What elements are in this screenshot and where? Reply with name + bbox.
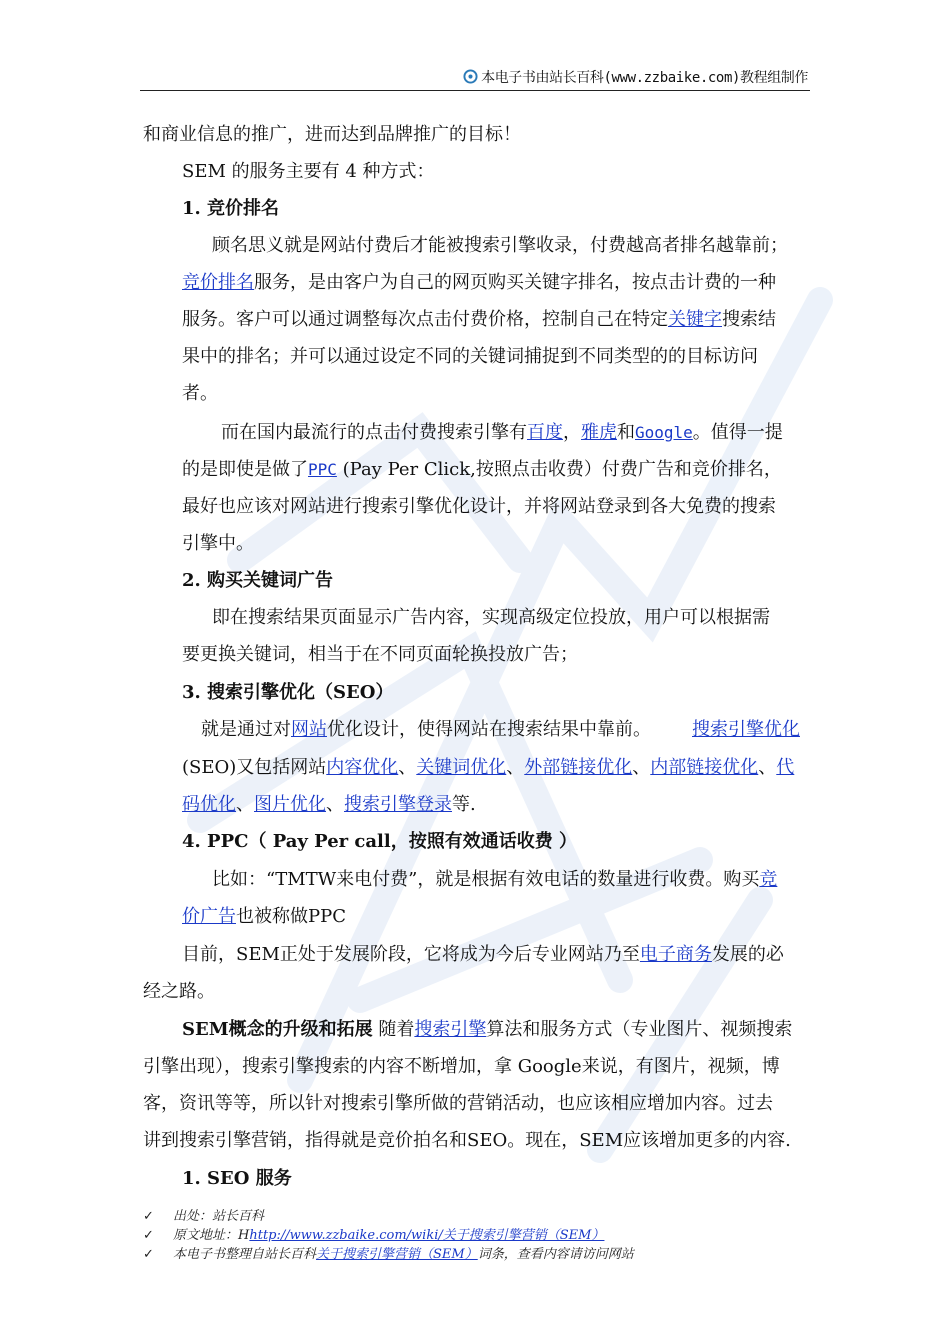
section-heading-2: 2. 购买关键词广告 [182,570,334,591]
external-link-optimization-link[interactable]: 外部链接优化 [524,757,633,778]
text-line: 价广告也被称做PPC [182,906,346,927]
source-url-link[interactable]: http://www.zzbaike.com/wiki/关于搜索引擎营销（SEM） [249,1228,605,1243]
text-line: 和商业信息的推广，进而达到品牌推广的目标！ [143,124,521,145]
text-line: 即在搜索结果页面显示广告内容，实现高级定位投放，用户可以根据需 [212,607,770,628]
text-line: 顾名思义就是网站付费后才能被搜索引擎收录，付费越高者排名越靠前； [212,235,788,256]
content-optimization-link[interactable]: 内容优化 [326,757,399,778]
google-link[interactable]: Google [635,423,693,442]
site-logo-icon [463,69,478,84]
code-optimization-link-cont[interactable]: 码优化 [182,794,236,815]
section-heading-5: 1. SEO 服务 [182,1168,292,1189]
text-line: 经之路。 [143,981,215,1002]
text-line: 要更换关键词，相当于在不同页面轮换投放广告； [182,644,578,665]
text-line: 码优化、图片优化、搜索引擎登录等. [182,794,476,815]
text-line: 的是即使是做了PPC (Pay Per Click,按照点击收费）付费广告和竞价排名， [182,459,782,480]
text-line: 引擎中。 [182,533,254,554]
section-heading-4: 4. PPC（ Pay Per call，按照有效通话收费 ） [182,831,577,852]
bid-ad-link[interactable]: 竞 [759,869,778,890]
text-line: 引擎出现），搜索引擎搜索的内容不断增加，拿 Google来说，有图片，视频，博 [143,1056,780,1077]
keyword-optimization-link[interactable]: 关键词优化 [416,757,507,778]
text-line: 竞价排名服务，是由客户为自己的网页购买关键字排名，按点击计费的一种 [182,272,776,293]
internal-link-optimization-link[interactable]: 内部链接优化 [650,757,759,778]
footer-source: ✓ 出处：站长百科 [143,1209,265,1224]
entry-link[interactable]: 关于搜索引擎营销（SEM） [316,1247,478,1262]
bidding-rank-link[interactable]: 竞价排名 [182,272,254,293]
text-line: 者。 [182,383,218,404]
text-line: 就是通过对网站优化设计，使得网站在搜索结果中靠前。 [201,719,651,740]
search-engine-link[interactable]: 搜索引擎 [414,1019,487,1040]
text-line: 客，资讯等等，所以针对搜索引擎所做的营销活动，也应该相应增加内容。过去 [143,1093,773,1114]
code-optimization-link[interactable]: 代 [776,757,795,778]
check-icon: ✓ [143,1228,154,1243]
section-heading-1: 1. 竞价排名 [182,198,280,219]
footer-note: ✓ 本电子书整理自站长百科关于搜索引擎营销（SEM）词条，查看内容请访问网站 [143,1247,634,1262]
text-line: 服务。客户可以通过调整每次点击付费价格，控制自己在特定关键字搜索结 [182,309,776,330]
search-engine-submission-link[interactable]: 搜索引擎登录 [344,794,452,815]
text-line: 果中的排名；并可以通过设定不同的关键词捕捉到不同类型的的目标访问 [182,346,758,367]
text-line: SEM概念的升级和拓展 随着搜索引擎算法和服务方式（专业图片、视频搜索 [182,1019,793,1040]
check-icon: ✓ [143,1209,154,1224]
ppc-link[interactable]: PPC [308,460,337,479]
keyword-link[interactable]: 关键字 [668,309,722,330]
text-line: SEM 的服务主要有 4 种方式： [182,161,435,182]
text-line: 而在国内最流行的点击付费搜索引擎有百度，雅虎和Google。值得一提 [221,422,783,443]
page-header [140,66,810,91]
text-line: 比如：“TMTW来电付费”，就是根据有效电话的数量进行收费。购买竞 [212,869,778,890]
baidu-link[interactable]: 百度 [527,422,563,443]
footer-url: ✓ 原文地址：Hhttp://www.zzbaike.com/wiki/关于搜索引擎营销（SEM） [143,1228,605,1243]
bid-ad-link-cont[interactable]: 价广告 [182,906,236,927]
section-heading-3: 3. 搜索引擎优化（SEO） [182,682,394,703]
yahoo-link[interactable]: 雅虎 [581,422,617,443]
image-optimization-link[interactable]: 图片优化 [254,794,326,815]
check-icon: ✓ [143,1247,154,1262]
text-line: 讲到搜索引擎营销，指得就是竞价拍名和SEO。现在，SEM应该增加更多的内容. [143,1130,791,1151]
header-title: 本电子书由站长百科(www.zzbaike.com)教程组制作 [481,70,808,86]
text-line: 目前，SEM正处于发展阶段，它将成为今后专业网站乃至电子商务发展的必 [182,944,784,965]
website-link[interactable]: 网站 [291,719,327,740]
ecommerce-link[interactable]: 电子商务 [639,944,712,965]
seo-link[interactable]: 搜索引擎优化 [692,719,800,740]
text-line: 最好也应该对网站进行搜索引擎优化设计，并将网站登录到各大免费的搜索 [182,496,776,517]
text-line: (SEO)又包括网站内容优化、关键词优化、外部链接优化、内部链接优化、代 [182,757,795,778]
